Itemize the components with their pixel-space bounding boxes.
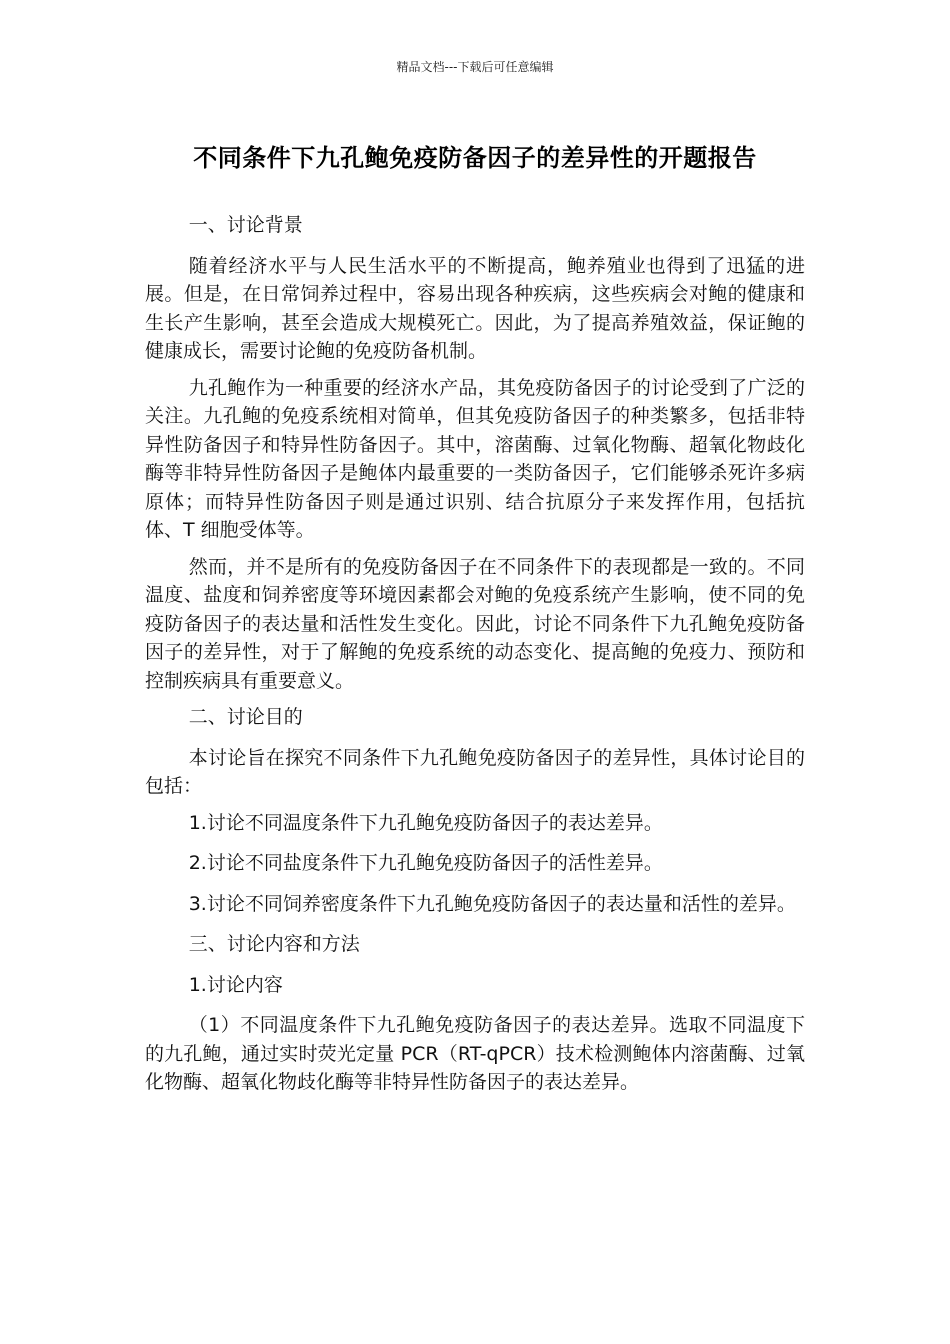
paragraph: 本讨论旨在探究不同条件下九孔鲍免疫防备因子的差异性，具体讨论目的包括： bbox=[145, 746, 805, 797]
list-item: 1.讨论不同温度条件下九孔鲍免疫防备因子的表达差异。 bbox=[188, 811, 663, 834]
paragraph: （1）不同温度条件下九孔鲍免疫防备因子的表达差异。选取不同温度下的九孔鲍，通过实时荧光定量 PCR（RT-qPCR）技术检测鲍体内溶菌酶、过氧化物酶、超氧化物歧化酶等非特异性防备因子的表达差异。 bbox=[145, 1014, 805, 1093]
paragraph: 然而，并不是所有的免疫防备因子在不同条件下的表现都是一致的。不同温度、盐度和饲养密度等环境因素都会对鲍的免疫系统产生影响，使不同的免疫防备因子的表达量和活性发生变化。因此，讨论不同条件下九孔鲍免疫防备因子的差异性，对于了解鲍的免疫系统的动态变化、提高鲍的免疫力、预防和控制疾病具有重要意义。 bbox=[145, 555, 805, 692]
header-note: 精品文档---下载后可任意编辑 bbox=[396, 60, 554, 74]
paragraph: 随着经济水平与人民生活水平的不断提高，鲍养殖业也得到了迅猛的进展。但是，在日常饲养过程中，容易出现各种疾病，这些疾病会对鲍的健康和生长产生影响，甚至会造成大规模死亡。因此，为了提高养殖效益，保证鲍的健康成长，需要讨论鲍的免疫防备机制。 bbox=[145, 254, 805, 362]
document-title: 不同条件下九孔鲍免疫防备因子的差异性的开题报告 bbox=[193, 144, 757, 172]
subsection-heading: 1.讨论内容 bbox=[188, 973, 283, 996]
section-heading-purpose: 二、讨论目的 bbox=[188, 706, 303, 728]
list-item: 3.讨论不同饲养密度条件下九孔鲍免疫防备因子的表达量和活性的差异。 bbox=[188, 892, 796, 915]
paragraph: 九孔鲍作为一种重要的经济水产品，其免疫防备因子的讨论受到了广泛的关注。九孔鲍的免疫系统相对简单，但其免疫防备因子的种类繁多，包括非特异性防备因子和特异性防备因子。其中，溶菌酶、过氧化物酶、超氧化物歧化酶等非特异性防备因子是鲍体内最重要的一类防备因子，它们能够杀死许多病原体；而特异性防备因子则是通过识别、结合抗原分子来发挥作用，包括抗体、T 细胞受体等。 bbox=[145, 376, 805, 541]
section-heading-background: 一、讨论背景 bbox=[188, 214, 303, 236]
list-item: 2.讨论不同盐度条件下九孔鲍免疫防备因子的活性差异。 bbox=[188, 852, 663, 874]
section-heading-content-methods: 三、讨论内容和方法 bbox=[188, 933, 360, 955]
document-body bbox=[145, 211, 805, 1105]
